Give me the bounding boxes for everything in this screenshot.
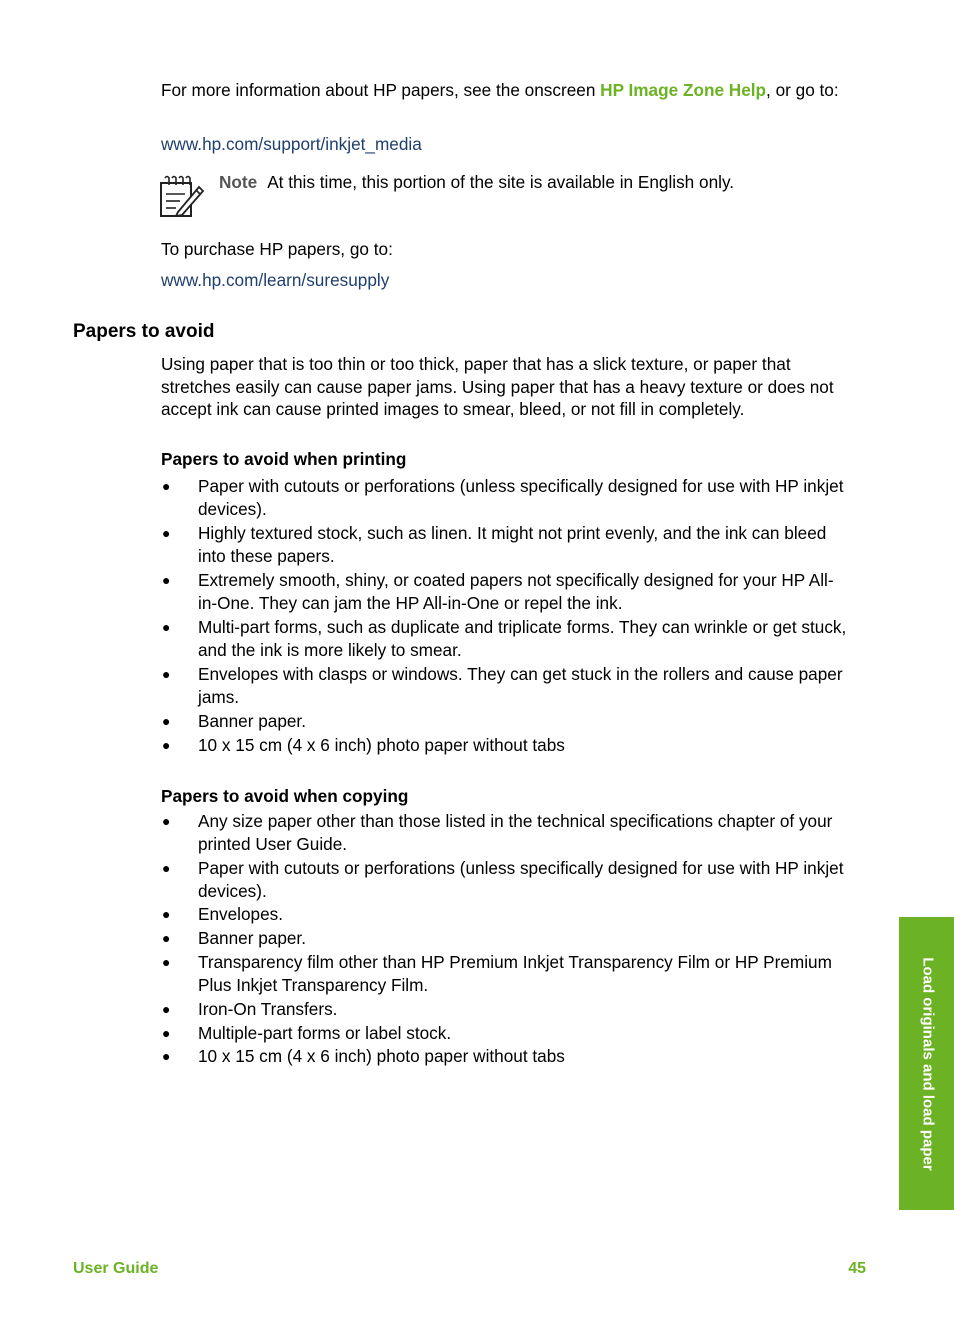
list-item: ● 10 x 15 cm (4 x 6 inch) photo paper without tabs bbox=[161, 734, 851, 757]
list-item: ● Iron-On Transfers. bbox=[161, 998, 851, 1021]
list-item: ● Envelopes. bbox=[161, 903, 851, 926]
suresupply-url[interactable]: www.hp.com/learn/suresupply bbox=[161, 270, 390, 290]
list-item: ● Highly textured stock, such as linen. It might not print evenly, and the ink can bleed into these papers. bbox=[161, 522, 851, 567]
list-item: ● Multiple-part forms or label stock. bbox=[161, 1022, 851, 1045]
list-item: ● Paper with cutouts or perforations (unless specifically designed for use with HP inkjet devices). bbox=[161, 475, 851, 520]
copying-heading: Papers to avoid when copying bbox=[161, 786, 409, 806]
note-text-block bbox=[219, 171, 859, 194]
list-item: ● Banner paper. bbox=[161, 710, 851, 733]
intro-text-after: , or go to: bbox=[766, 80, 839, 100]
note-text: At this time, this portion of the site is available in English only. bbox=[267, 172, 735, 192]
purchase-text: To purchase HP papers, go to: bbox=[161, 239, 393, 259]
note-pad-pencil-icon bbox=[158, 174, 206, 220]
inkjet-media-url[interactable]: www.hp.com/support/inkjet_media bbox=[161, 134, 422, 154]
hp-image-zone-help-link[interactable]: HP Image Zone Help bbox=[600, 80, 767, 100]
list-item: ● 10 x 15 cm (4 x 6 inch) photo paper without tabs bbox=[161, 1045, 851, 1068]
chapter-side-tab bbox=[899, 917, 954, 1210]
list-item: ● Any size paper other than those listed in the technical specifications chapter of your printed User Guide. bbox=[161, 810, 851, 855]
intro-text-before: For more information about HP papers, see the onscreen bbox=[161, 80, 601, 100]
printing-list bbox=[161, 475, 851, 756]
page-number: 45 bbox=[848, 1260, 866, 1277]
list-item: ● Paper with cutouts or perforations (unless specifically designed for use with HP inkjet devices). bbox=[161, 857, 851, 902]
list-item: ● Multi-part forms, such as duplicate and triplicate forms. They can wrinkle or get stuck, and the ink is more likely to smear. bbox=[161, 616, 851, 661]
printing-heading: Papers to avoid when printing bbox=[161, 449, 407, 469]
list-item: ● Envelopes with clasps or windows. They can get stuck in the rollers and cause paper jams. bbox=[161, 663, 851, 708]
list-item: ● Banner paper. bbox=[161, 927, 851, 950]
chapter-side-tab-label: Load originals and load paper bbox=[918, 956, 936, 1171]
intro-paragraph bbox=[161, 79, 866, 102]
section-heading: Papers to avoid bbox=[73, 321, 215, 342]
section-paragraph: Using paper that is too thin or too thick, paper that has a slick texture, or paper that stretches easily can cause paper jams. Using paper that has a heavy texture or does not accept ink can cause printed images to smear, bleed, or not fill in completely. bbox=[161, 354, 834, 419]
copying-list bbox=[161, 810, 851, 1068]
list-item: ● Transparency film other than HP Premium Inkjet Transparency Film or HP Premium Plus Inkjet Transparency Film. bbox=[161, 951, 851, 996]
note-label: Note bbox=[219, 172, 258, 192]
footer-title: User Guide bbox=[73, 1260, 159, 1277]
list-item: ● Extremely smooth, shiny, or coated papers not specifically designed for your HP All-in-One. They can jam the HP All-in-One or repel the ink. bbox=[161, 569, 851, 614]
